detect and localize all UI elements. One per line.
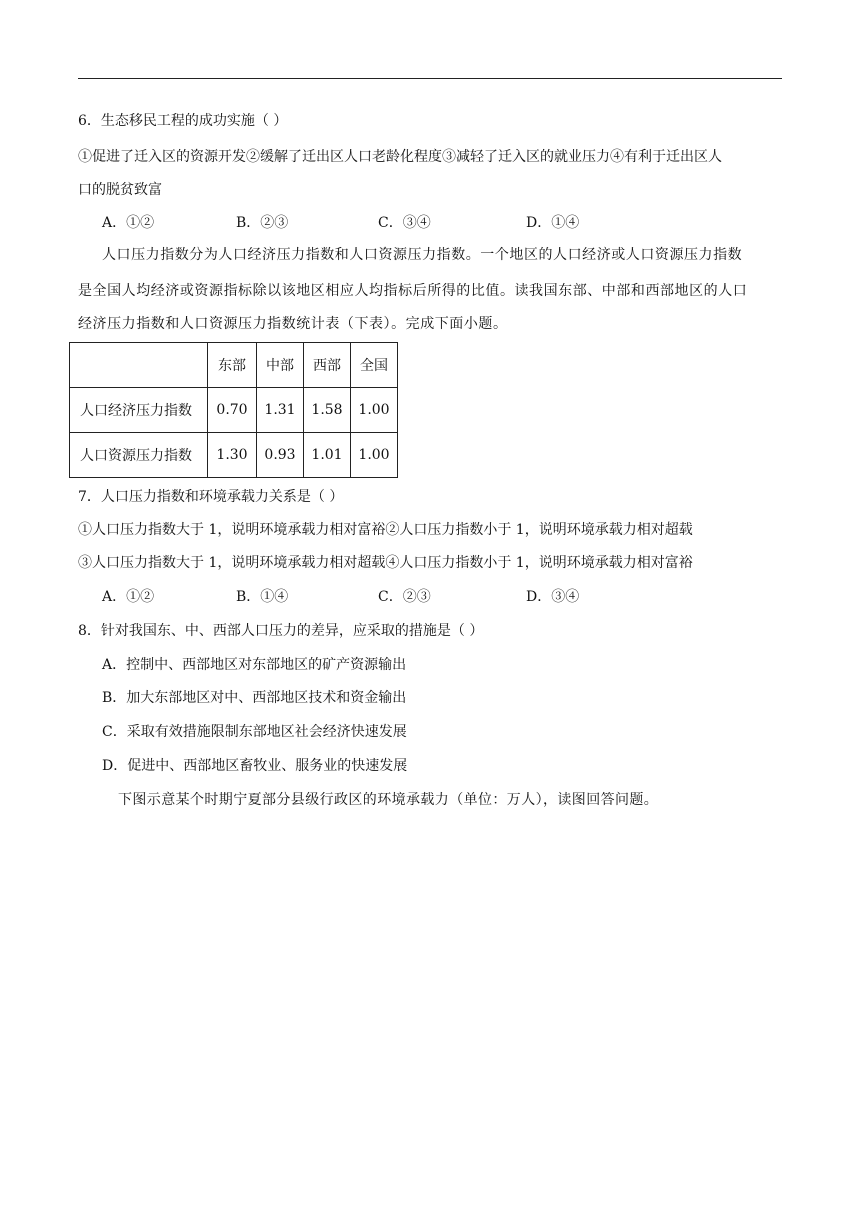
- q7-stem: 7．人口压力指数和环境承载力关系是（ ）: [78, 489, 344, 505]
- table-header-row: [70, 343, 398, 388]
- table-header-national: 全国: [351, 343, 398, 388]
- table-cell: 1.00: [351, 433, 398, 478]
- table-header-west: 西部: [304, 343, 351, 388]
- q8-option-b[interactable]: B．加大东部地区对中、西部地区技术和资金输出: [102, 690, 407, 706]
- q8-option-a[interactable]: A．控制中、西部地区对东部地区的矿产资源输出: [102, 657, 407, 673]
- q7-option-a[interactable]: A．①②: [102, 589, 155, 605]
- q6-option-d[interactable]: D．①④: [526, 215, 580, 231]
- table-row-label: 人口资源压力指数: [70, 433, 208, 478]
- passage-line2: 是全国人均经济或资源指标除以该地区相应人均指标后所得的比值。读我国东部、中部和西部地区的人口: [78, 283, 748, 299]
- q8-stem: 8．针对我国东、中、西部人口压力的差异，应采取的措施是（ ）: [78, 623, 484, 639]
- q6-option-c[interactable]: C．③④: [378, 215, 431, 231]
- q7-statements-line1: ①人口压力指数大于 1，说明环境承载力相对富裕②人口压力指数小于 1，说明环境承载力相对超载: [78, 522, 693, 538]
- table-row: [70, 433, 398, 478]
- header-rule: [78, 78, 782, 79]
- table-cell: 1.31: [257, 388, 304, 433]
- q6-statements-line2: 口的脱贫致富: [78, 182, 162, 198]
- q7-statements-line2: ③人口压力指数大于 1，说明环境承载力相对超载④人口压力指数小于 1，说明环境承载力相对富裕: [78, 555, 693, 571]
- passage-line1: 人口压力指数分为人口经济压力指数和人口资源压力指数。一个地区的人口经济或人口资源压力指数: [102, 247, 743, 263]
- table-cell: 0.93: [257, 433, 304, 478]
- q7-option-d[interactable]: D．③④: [526, 589, 580, 605]
- table-row-label: 人口经济压力指数: [70, 388, 208, 433]
- q8-option-d[interactable]: D．促进中、西部地区畜牧业、服务业的快速发展: [102, 758, 408, 774]
- q6-option-b[interactable]: B．②③: [236, 215, 289, 231]
- q8-option-c[interactable]: C．采取有效措施限制东部地区社会经济快速发展: [102, 724, 407, 740]
- next-question-intro: 下图示意某个时期宁夏部分县级行政区的环境承载力（单位：万人），读图回答问题。: [118, 792, 659, 808]
- table-row: [70, 388, 398, 433]
- table-header-empty: [70, 343, 208, 388]
- table-cell: 1.01: [304, 433, 351, 478]
- table-header-central: 中部: [257, 343, 304, 388]
- table-cell: 1.30: [208, 433, 257, 478]
- q7-option-b[interactable]: B．①④: [236, 589, 289, 605]
- q6-option-a[interactable]: A．①②: [102, 215, 155, 231]
- passage-line3: 经济压力指数和人口资源压力指数统计表（下表）。完成下面小题。: [78, 316, 508, 332]
- q6-statements-line1: ①促进了迁入区的资源开发②缓解了迁出区人口老龄化程度③减轻了迁入区的就业压力④有利于迁出区人: [78, 149, 722, 165]
- table-cell: 1.00: [351, 388, 398, 433]
- pressure-index-table: [69, 342, 398, 478]
- table-header-east: 东部: [208, 343, 257, 388]
- table-cell: 0.70: [208, 388, 257, 433]
- q6-stem: 6．生态移民工程的成功实施（ ）: [78, 113, 288, 129]
- q7-option-c[interactable]: C．②③: [378, 589, 431, 605]
- table-cell: 1.58: [304, 388, 351, 433]
